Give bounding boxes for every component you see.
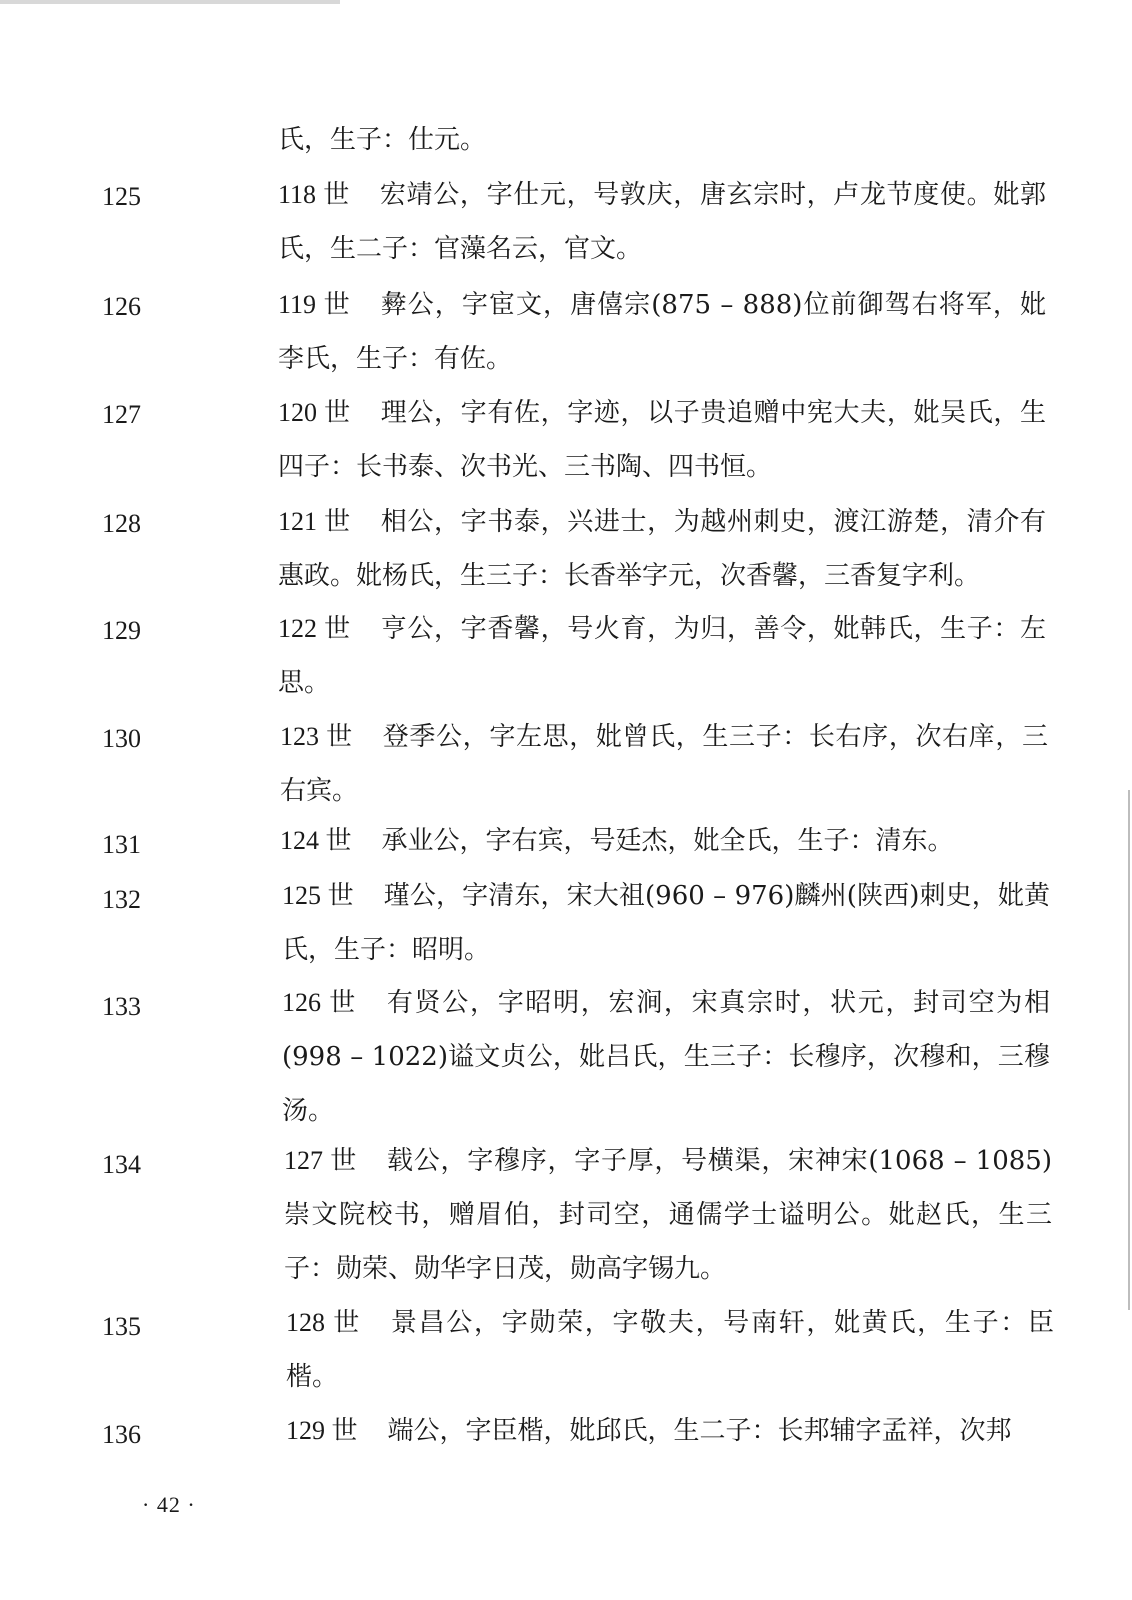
entry-paragraph — [282, 976, 1050, 1138]
entry-number: 126 — [102, 292, 141, 321]
entry-number: 135 — [102, 1312, 141, 1341]
generation-label: 125 世 — [282, 881, 354, 910]
page-number: · 42 · — [142, 1492, 196, 1517]
entry-number: 136 — [102, 1420, 141, 1449]
entry-text: 登季公，字左思，妣曾氏，生三子：长右序，次右庠，三右宾。 — [280, 722, 1048, 806]
generation-label: 129 世 — [286, 1416, 358, 1445]
continued-text: 氏，生子：仕元。 — [278, 125, 487, 155]
entry-text: 瑾公，字清东，宋大祖(960 – 976)麟州(陕西)刺史，妣黄氏，生子：昭明。 — [282, 881, 1050, 965]
entry-number: 128 — [102, 509, 141, 538]
entry-text: 载公，字穆序，字子厚，号横渠，宋神宋(1068 – 1085)崇文院校书，赠眉伯，封司空，通儒学士谥明公。妣赵氏，生三子：勋荣、勋华字日茂，勋高字锡九。 — [284, 1146, 1052, 1284]
entry-paragraph — [286, 1404, 1054, 1458]
entry-number: 134 — [102, 1150, 141, 1179]
entry-text: 相公，字书泰，兴进士，为越州刺史，渡江游楚，清介有惠政。妣杨氏，生三子：长香举字元，次香馨，三香复字利。 — [278, 507, 1046, 591]
entry-paragraph — [286, 1296, 1054, 1404]
generation-label: 123 世 — [280, 722, 353, 751]
entry-text: 亨公，字香馨，号火育，为归，善令，妣韩氏，生子：左思。 — [278, 614, 1046, 698]
entry-number: 130 — [102, 724, 141, 753]
entry-paragraph — [280, 710, 1048, 818]
entry-paragraph — [278, 168, 1046, 276]
generation-label: 120 世 — [278, 398, 351, 427]
entry-number: 125 — [102, 182, 141, 211]
entry-text: 景昌公，字勋荣，字敬夫，号南轩，妣黄氏，生子：臣楷。 — [286, 1308, 1054, 1392]
top-scan-edge — [0, 0, 340, 4]
generation-label: 127 世 — [284, 1146, 357, 1175]
entry-text: 彜公，字宦文，唐僖宗(875 – 888)位前御驾右将军，妣李氏，生子：有佐。 — [278, 290, 1046, 374]
entry-paragraph — [278, 278, 1046, 386]
entry-paragraph — [282, 869, 1050, 977]
generation-label: 128 世 — [286, 1308, 361, 1337]
entry-number: 131 — [102, 830, 141, 859]
right-scan-edge — [1128, 790, 1130, 1310]
entry-text: 端公，字臣楷，妣邱氏，生二子：长邦辅字孟祥，次邦 — [387, 1416, 1012, 1446]
entry-number: 127 — [102, 400, 141, 429]
generation-label: 118 世 — [278, 180, 350, 209]
generation-label: 124 世 — [280, 826, 352, 855]
generation-label: 119 世 — [278, 290, 351, 319]
entry-paragraph — [278, 495, 1046, 603]
generation-label: 126 世 — [282, 988, 357, 1017]
entry-paragraph — [278, 386, 1046, 494]
generation-label: 121 世 — [278, 507, 351, 536]
entry-paragraph — [280, 814, 1048, 868]
entry-text: 理公，字有佐，字迹，以子贵追赠中宪大夫，妣吴氏，生四子：长书泰、次书光、三书陶、四书恒。 — [278, 398, 1046, 482]
entry-paragraph — [278, 602, 1046, 710]
entry-paragraph — [284, 1134, 1052, 1296]
entry-text: 宏靖公，字仕元，号敦庆，唐玄宗时，卢龙节度使。妣郭氏，生二子：官藻名云，官文。 — [278, 180, 1046, 264]
entry-number: 129 — [102, 616, 141, 645]
generation-label: 122 世 — [278, 614, 351, 643]
entry-number: 133 — [102, 992, 141, 1021]
entry-text: 承业公，字右宾，号廷杰，妣全氏，生子：清东。 — [381, 826, 954, 856]
entry-number: 132 — [102, 885, 141, 914]
entry-text: 有贤公，字昭明，宏涧，宋真宗时，状元，封司空为相(998 – 1022)谥文贞公，妣吕氏，生三子：长穆序，次穆和，三穆汤。 — [282, 988, 1050, 1126]
